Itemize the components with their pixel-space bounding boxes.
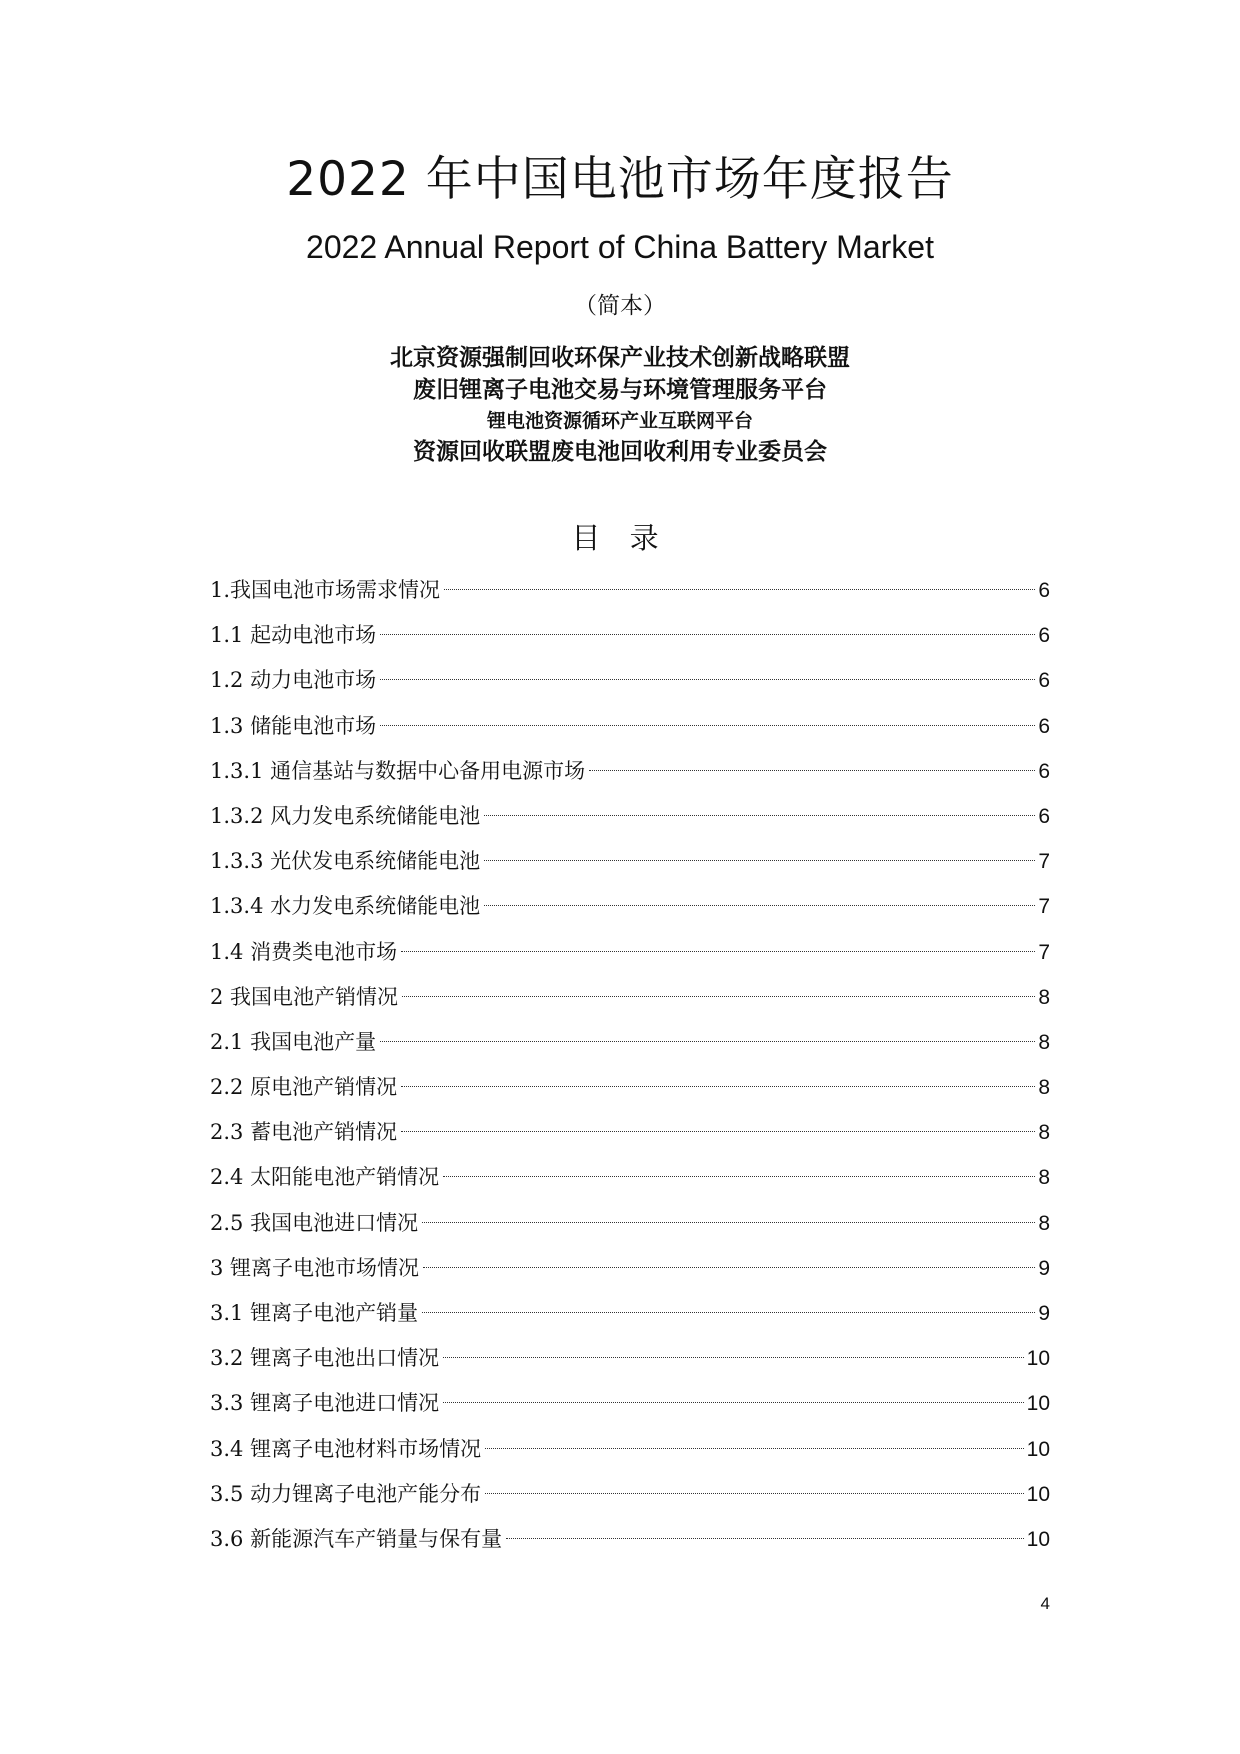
organization-line: 北京资源强制回收环保产业技术创新战略联盟 (390, 345, 850, 371)
toc-entry[interactable] (210, 884, 1050, 929)
toc-entry-page: 6 (1038, 804, 1050, 828)
toc-dot-leader (484, 905, 1035, 906)
toc-entry-label: 1.我国电池市场需求情况 (210, 578, 441, 602)
toc-entry-page: 10 (1026, 1347, 1050, 1371)
toc-dot-leader (401, 951, 1035, 952)
toc-entry-label: 2.5 我国电池进口情况 (210, 1210, 419, 1235)
toc-entry-label: 1.3.4 水力发电系统储能电池 (210, 894, 481, 919)
toc-entry-page: 6 (1038, 579, 1050, 602)
report-title-english: 2022 Annual Report of China Battery Market (306, 229, 934, 265)
toc-entry[interactable] (210, 613, 1050, 658)
toc-dot-leader (485, 1448, 1024, 1449)
toc-entry[interactable] (210, 1020, 1050, 1065)
toc-dot-leader (484, 815, 1035, 816)
toc-dot-leader (380, 679, 1035, 680)
organization-line: 资源回收联盟废电池回收利用专业委员会 (413, 439, 827, 465)
toc-entry-label: 3 锂离子电池市场情况 (210, 1255, 420, 1280)
toc-dot-leader (485, 1493, 1024, 1494)
toc-entry-label: 1.4 消费类电池市场 (210, 939, 398, 964)
toc-entry-page: 8 (1038, 1076, 1050, 1100)
organization-line: 废旧锂离子电池交易与环境管理服务平台 (413, 377, 827, 403)
toc-entry-label: 3.3 锂离子电池进口情况 (210, 1391, 440, 1416)
organization-line: 锂电池资源循环产业互联网平台 (486, 410, 753, 432)
toc-entry[interactable] (210, 1110, 1050, 1155)
table-of-contents (210, 568, 1050, 1562)
toc-entry[interactable] (210, 1336, 1050, 1381)
toc-entry-label: 1.2 动力电池市场 (210, 668, 377, 693)
toc-entry-page: 10 (1026, 1437, 1050, 1461)
toc-entry[interactable] (210, 1291, 1050, 1336)
organizations-block (0, 342, 1240, 468)
toc-dot-leader (422, 1222, 1035, 1223)
toc-entry[interactable] (210, 930, 1050, 975)
toc-dot-leader (401, 1086, 1035, 1087)
toc-entry-page: 6 (1038, 759, 1050, 783)
toc-entry[interactable] (210, 1246, 1050, 1291)
toc-entry-label: 2.4 太阳能电池产销情况 (210, 1165, 440, 1190)
toc-entry-page: 6 (1038, 669, 1050, 693)
toc-dot-leader (401, 1131, 1035, 1132)
toc-entry-label: 2 我国电池产销情况 (210, 984, 399, 1009)
toc-dot-leader (380, 725, 1035, 726)
toc-entry-label: 3.2 锂离子电池出口情况 (210, 1346, 440, 1371)
toc-entry-page: 7 (1038, 895, 1050, 919)
toc-entry-label: 3.4 锂离子电池材料市场情况 (210, 1436, 482, 1461)
toc-entry[interactable] (210, 1517, 1050, 1562)
toc-entry-label: 1.1 起动电池市场 (210, 623, 377, 648)
toc-dot-leader (380, 634, 1035, 635)
toc-entry[interactable] (210, 1472, 1050, 1517)
toc-entry[interactable] (210, 1381, 1050, 1426)
toc-entry[interactable] (210, 658, 1050, 703)
edition-label: （简本） (574, 293, 666, 319)
toc-dot-leader (422, 1312, 1035, 1313)
toc-entry-page: 7 (1038, 940, 1050, 964)
toc-entry-label: 2.3 蓄电池产销情况 (210, 1120, 398, 1145)
toc-entry[interactable] (210, 794, 1050, 839)
toc-entry-page: 10 (1026, 1527, 1050, 1551)
toc-entry-label: 3.6 新能源汽车产销量与保有量 (210, 1526, 503, 1551)
toc-entry-label: 2.1 我国电池产量 (210, 1029, 377, 1054)
toc-entry-page: 8 (1038, 1121, 1050, 1145)
toc-entry[interactable] (210, 975, 1050, 1020)
toc-entry[interactable] (210, 1427, 1050, 1472)
report-title-chinese: 2022 年中国电池市场年度报告 (286, 152, 954, 207)
toc-dot-leader (443, 1357, 1024, 1358)
toc-entry-label: 2.2 原电池产销情况 (210, 1075, 398, 1100)
toc-dot-leader (444, 589, 1035, 590)
toc-entry[interactable] (210, 704, 1050, 749)
toc-dot-leader (506, 1538, 1024, 1539)
toc-dot-leader (484, 860, 1035, 861)
toc-dot-leader (443, 1176, 1035, 1177)
toc-entry-label: 1.3.2 风力发电系统储能电池 (210, 803, 481, 828)
toc-entry-page: 7 (1038, 850, 1050, 874)
toc-entry[interactable] (210, 568, 1050, 613)
toc-entry[interactable] (210, 839, 1050, 884)
toc-dot-leader (443, 1402, 1024, 1403)
toc-entry-label: 3.1 锂离子电池产销量 (210, 1301, 419, 1325)
toc-entry[interactable] (210, 1155, 1050, 1200)
toc-entry[interactable] (210, 1065, 1050, 1110)
toc-entry-label: 3.5 动力锂离子电池产能分布 (210, 1481, 482, 1506)
page-number: 4 (1040, 1594, 1050, 1613)
toc-entry-page: 8 (1038, 1030, 1050, 1054)
toc-entry-page: 8 (1038, 985, 1050, 1009)
toc-entry-page: 9 (1038, 1302, 1050, 1325)
toc-entry-page: 10 (1026, 1392, 1050, 1416)
toc-entry[interactable] (210, 749, 1050, 794)
toc-entry-page: 9 (1038, 1256, 1050, 1280)
toc-title: 目 录 (571, 521, 669, 555)
toc-dot-leader (402, 996, 1035, 997)
toc-entry-page: 6 (1038, 624, 1050, 648)
toc-entry-page: 8 (1038, 1166, 1050, 1190)
toc-entry-label: 1.3.3 光伏发电系统储能电池 (210, 849, 481, 874)
toc-dot-leader (423, 1267, 1035, 1268)
toc-dot-leader (589, 770, 1035, 771)
toc-entry-page: 8 (1038, 1211, 1050, 1235)
toc-dot-leader (380, 1041, 1035, 1042)
toc-entry-page: 10 (1026, 1482, 1050, 1506)
toc-entry[interactable] (210, 1201, 1050, 1246)
toc-entry-label: 1.3 储能电池市场 (210, 713, 377, 738)
toc-entry-page: 6 (1038, 714, 1050, 738)
toc-entry-label: 1.3.1 通信基站与数据中心备用电源市场 (210, 758, 586, 783)
